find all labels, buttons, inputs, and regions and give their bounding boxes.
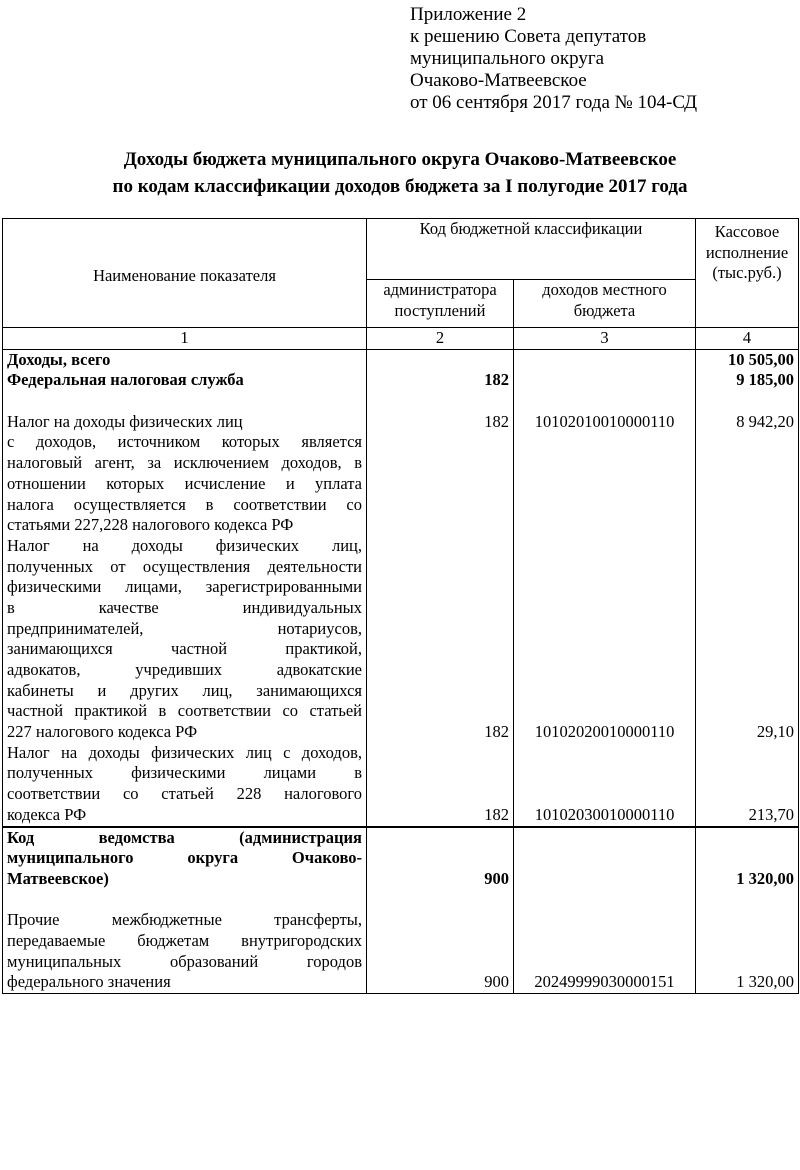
- r2-line: предпринимателей, нотариусов,: [7, 618, 362, 638]
- title-line: Доходы бюджета муниципального округа Очаково-Матвеевское: [123, 149, 677, 170]
- r2-admin: 182: [484, 722, 509, 742]
- header-local: [514, 280, 696, 328]
- table-row-fns-section: [3, 349, 799, 826]
- budget-table: [2, 218, 799, 994]
- dept-line: Код ведомства (администрация: [7, 827, 362, 847]
- r1-line: Налог на доходы физических лиц: [7, 411, 243, 431]
- r2-line: полученных от осуществления деятельности: [7, 556, 362, 576]
- total-label: Доходы, всего: [7, 349, 111, 369]
- s2r1-line: федерального значения: [7, 972, 171, 992]
- title-line: по кодам классификации доходов бюджета за I полугодие 2017 года: [112, 176, 688, 197]
- column-number-row: [3, 328, 799, 350]
- header-code: Код бюджетной классификации: [367, 219, 696, 280]
- r3-value: 213,70: [748, 804, 795, 824]
- header-exec-line: (тыс.руб.): [712, 263, 782, 283]
- appendix-line: к решению Совета депутатов: [410, 26, 647, 47]
- header-admin-line: поступлений: [394, 300, 486, 320]
- spacer: [7, 391, 362, 412]
- r3-admin: 182: [484, 804, 509, 824]
- r3-line: полученных физическими лицами в: [7, 763, 362, 783]
- header-admin-line: администратора: [383, 280, 497, 299]
- s2r1-line: муниципальных образований городов: [7, 951, 362, 971]
- r1-code: 10102010010000110: [534, 411, 675, 431]
- r2-line: частной практикой в соответствии со статьей: [7, 701, 362, 721]
- fns-label: Федеральная налоговая служба: [7, 370, 244, 390]
- appendix-line: Приложение 2: [410, 4, 527, 25]
- appendix-line: Очаково-Матвеевское: [410, 70, 587, 91]
- fns-admin-cell: [367, 349, 514, 826]
- spacer: [7, 890, 362, 911]
- dept-admin-cell: [367, 827, 514, 994]
- dept-value: 1 320,00: [736, 868, 795, 888]
- r2-line: кабинеты и других лиц, занимающихся: [7, 680, 362, 700]
- column-number: 3: [514, 328, 696, 350]
- r1-line: налога осуществляется в соответствии со: [7, 494, 362, 514]
- s2r1-line: передаваемые бюджетам внутригородских: [7, 930, 362, 950]
- r3-line: Налог на доходы физических лиц с доходов,: [7, 742, 362, 762]
- r2-code: 10102020010000110: [534, 722, 675, 742]
- appendix-line: муниципального округа: [410, 48, 605, 69]
- header-exec-line: Кассовое: [714, 222, 780, 241]
- s2r1-value: 1 320,00: [736, 972, 795, 992]
- r2-line: Налог на доходы физических лиц,: [7, 535, 362, 555]
- header-name-text: Наименование показателя: [93, 265, 276, 285]
- dept-line: Матвеевское): [7, 868, 109, 888]
- r2-line: адвокатов, учредивших адвокатские: [7, 660, 362, 680]
- r3-line: соответствии со статьей 228 налогового: [7, 784, 362, 804]
- s2r1-line: Прочие межбюджетные трансферты,: [7, 910, 362, 930]
- r1-value: 8 942,20: [736, 411, 795, 431]
- r2-line: в качестве индивидуальных: [7, 597, 362, 617]
- dept-code-cell: [514, 827, 696, 994]
- r1-admin: 182: [484, 411, 509, 431]
- r1-line: налоговый агент, за исключением доходов, в: [7, 453, 362, 473]
- header-local-line: доходов местного: [542, 280, 667, 299]
- table-row-admin-section: [3, 827, 799, 994]
- fns-value-cell: [696, 349, 799, 826]
- fns-name-cell: [3, 349, 367, 826]
- header-exec-line: исполнение: [705, 242, 789, 262]
- header-name: [3, 219, 367, 328]
- fns-value: 9 185,00: [736, 370, 795, 390]
- fns-code-cell: [514, 349, 696, 826]
- r2-value: 29,10: [756, 722, 795, 742]
- dept-value-cell: [696, 827, 799, 994]
- header-row: [3, 219, 799, 280]
- header-local-line: бюджета: [573, 300, 636, 320]
- column-number: 1: [3, 328, 367, 350]
- r1-line: статьями 227,228 налогового кодекса РФ: [7, 515, 294, 535]
- s2r1-code: 20249999030000151: [534, 972, 675, 992]
- r2-line: 227 налогового кодекса РФ: [7, 722, 198, 742]
- total-value: 10 505,00: [728, 349, 795, 369]
- appendix-header: [410, 4, 697, 114]
- r2-line: занимающихся частной практикой,: [7, 639, 362, 659]
- r3-line: кодекса РФ: [7, 804, 87, 824]
- dept-name-cell: [3, 827, 367, 994]
- r1-line: отношении которых исчисление и уплата: [7, 473, 362, 493]
- s2r1-admin: 900: [484, 972, 509, 992]
- header-admin: [367, 280, 514, 328]
- column-number: 4: [696, 328, 799, 350]
- r1-line: с доходов, источником которых является: [7, 432, 362, 452]
- r3-code: 10102030010000110: [534, 804, 675, 824]
- document-title: [0, 146, 800, 200]
- column-number: 2: [367, 328, 514, 350]
- fns-admin-code: 182: [484, 370, 509, 390]
- dept-line: муниципального округа Очаково-: [7, 848, 362, 868]
- appendix-line: от 06 сентября 2017 года № 104-СД: [410, 92, 698, 113]
- header-exec: [696, 219, 799, 328]
- dept-admin-code: 900: [484, 868, 509, 888]
- r2-line: физическими лицами, зарегистрированными: [7, 577, 362, 597]
